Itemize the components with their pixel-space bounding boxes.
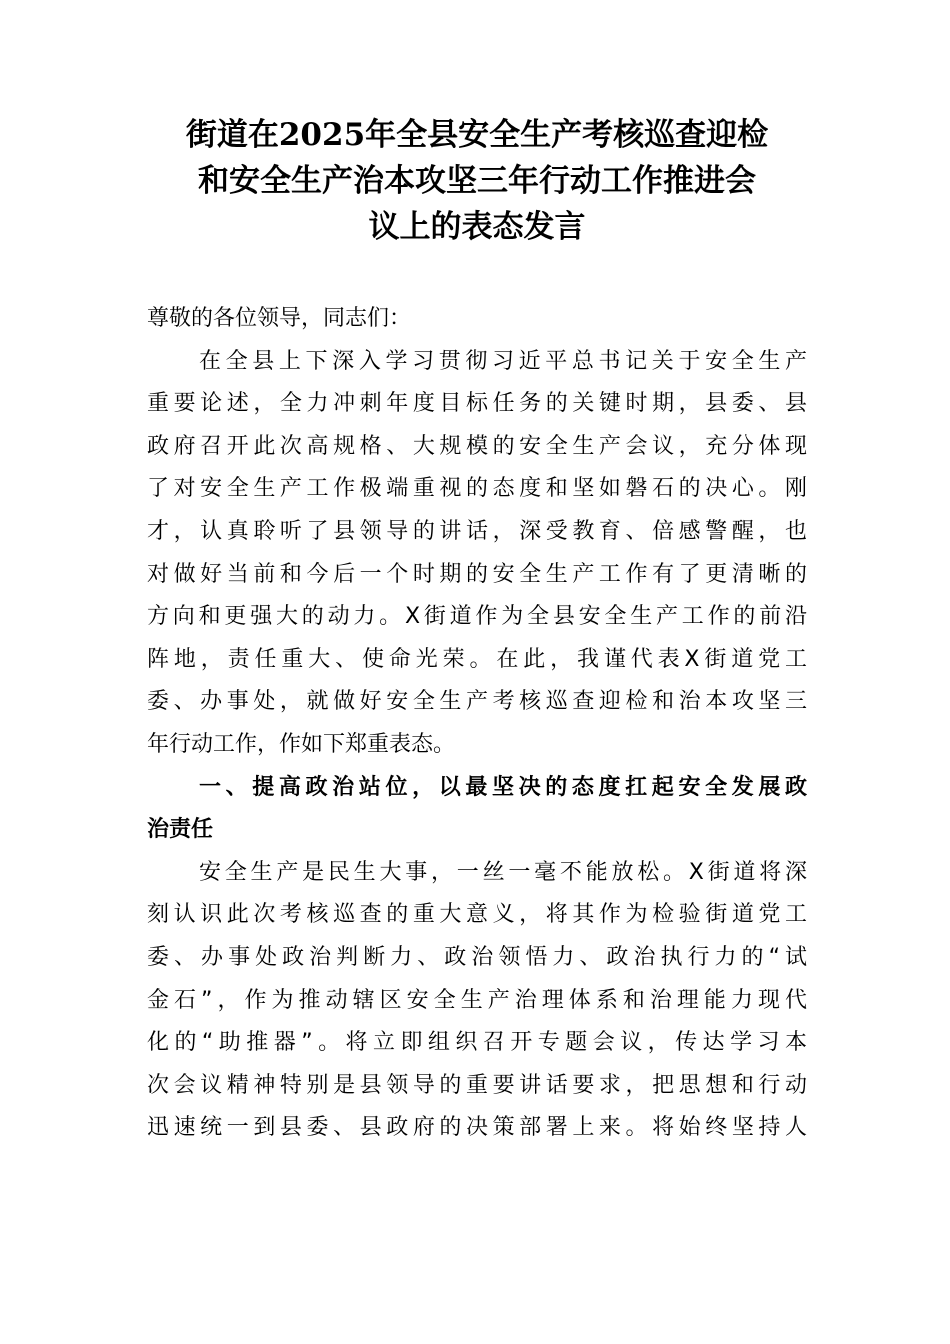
paragraph-line: 金石”，作为推动辖区安全生产治理体系和治理能力现代 — [147, 987, 807, 1013]
title-line: 和安全生产治本攻坚三年行动工作推进会 — [198, 163, 756, 199]
salutation: 尊敬的各位领导，同志们： — [147, 306, 412, 331]
paragraph-line: 在全县上下深入学习贯彻习近平总书记关于安全生产 — [199, 348, 807, 374]
paragraph-line: 委、办事处，就做好安全生产考核巡查迎检和治本攻坚三 — [147, 689, 807, 715]
paragraph-line: 阵地，责任重大、使命光荣。在此，我谨代表X街道党工 — [147, 646, 807, 672]
document-body — [147, 298, 807, 1150]
paragraph-line: 了对安全生产工作极端重视的态度和坚如磐石的决心。刚 — [147, 476, 807, 502]
title-line: 街道在2025年全县安全生产考核巡查迎检 — [185, 117, 769, 153]
paragraph-line: 才，认真聆听了县领导的讲话，深受教育、倍感警醒，也 — [147, 518, 807, 544]
paragraph-line: 委、办事处政治判断力、政治领悟力、政治执行力的“试 — [147, 944, 807, 970]
paragraph-line: 安全生产是民生大事，一丝一毫不能放松。X街道将深 — [199, 859, 807, 885]
paragraph-1 — [147, 341, 807, 767]
document-title — [147, 112, 807, 250]
paragraph-line: 次会议精神特别是县领导的重要讲话要求，把思想和行动 — [147, 1072, 807, 1098]
paragraph-line: 化的“助推器”。将立即组织召开专题会议，传达学习本 — [147, 1030, 807, 1056]
heading-line: 治责任 — [147, 817, 214, 843]
heading-line: 一、提高政治站位，以最坚决的态度扛起安全发展政 — [199, 774, 807, 800]
section-1-heading — [147, 767, 807, 852]
paragraph-line: 刻认识此次考核巡查的重大意义，将其作为检验街道党工 — [147, 902, 807, 928]
paragraph-line: 迅速统一到县委、县政府的决策部署上来。将始终坚持人 — [147, 1115, 807, 1141]
paragraph-line: 方向和更强大的动力。X街道作为全县安全生产工作的前沿 — [147, 604, 807, 630]
paragraph-2 — [147, 852, 807, 1150]
paragraph-line: 政府召开此次高规格、大规模的安全生产会议，充分体现 — [147, 433, 807, 459]
paragraph-line: 年行动工作，作如下郑重表态。 — [147, 731, 456, 757]
paragraph-line: 对做好当前和今后一个时期的安全生产工作有了更清晰的 — [147, 561, 807, 587]
title-line: 议上的表态发言 — [368, 209, 586, 245]
paragraph-line: 重要论述，全力冲刺年度目标任务的关键时期，县委、县 — [147, 391, 807, 417]
